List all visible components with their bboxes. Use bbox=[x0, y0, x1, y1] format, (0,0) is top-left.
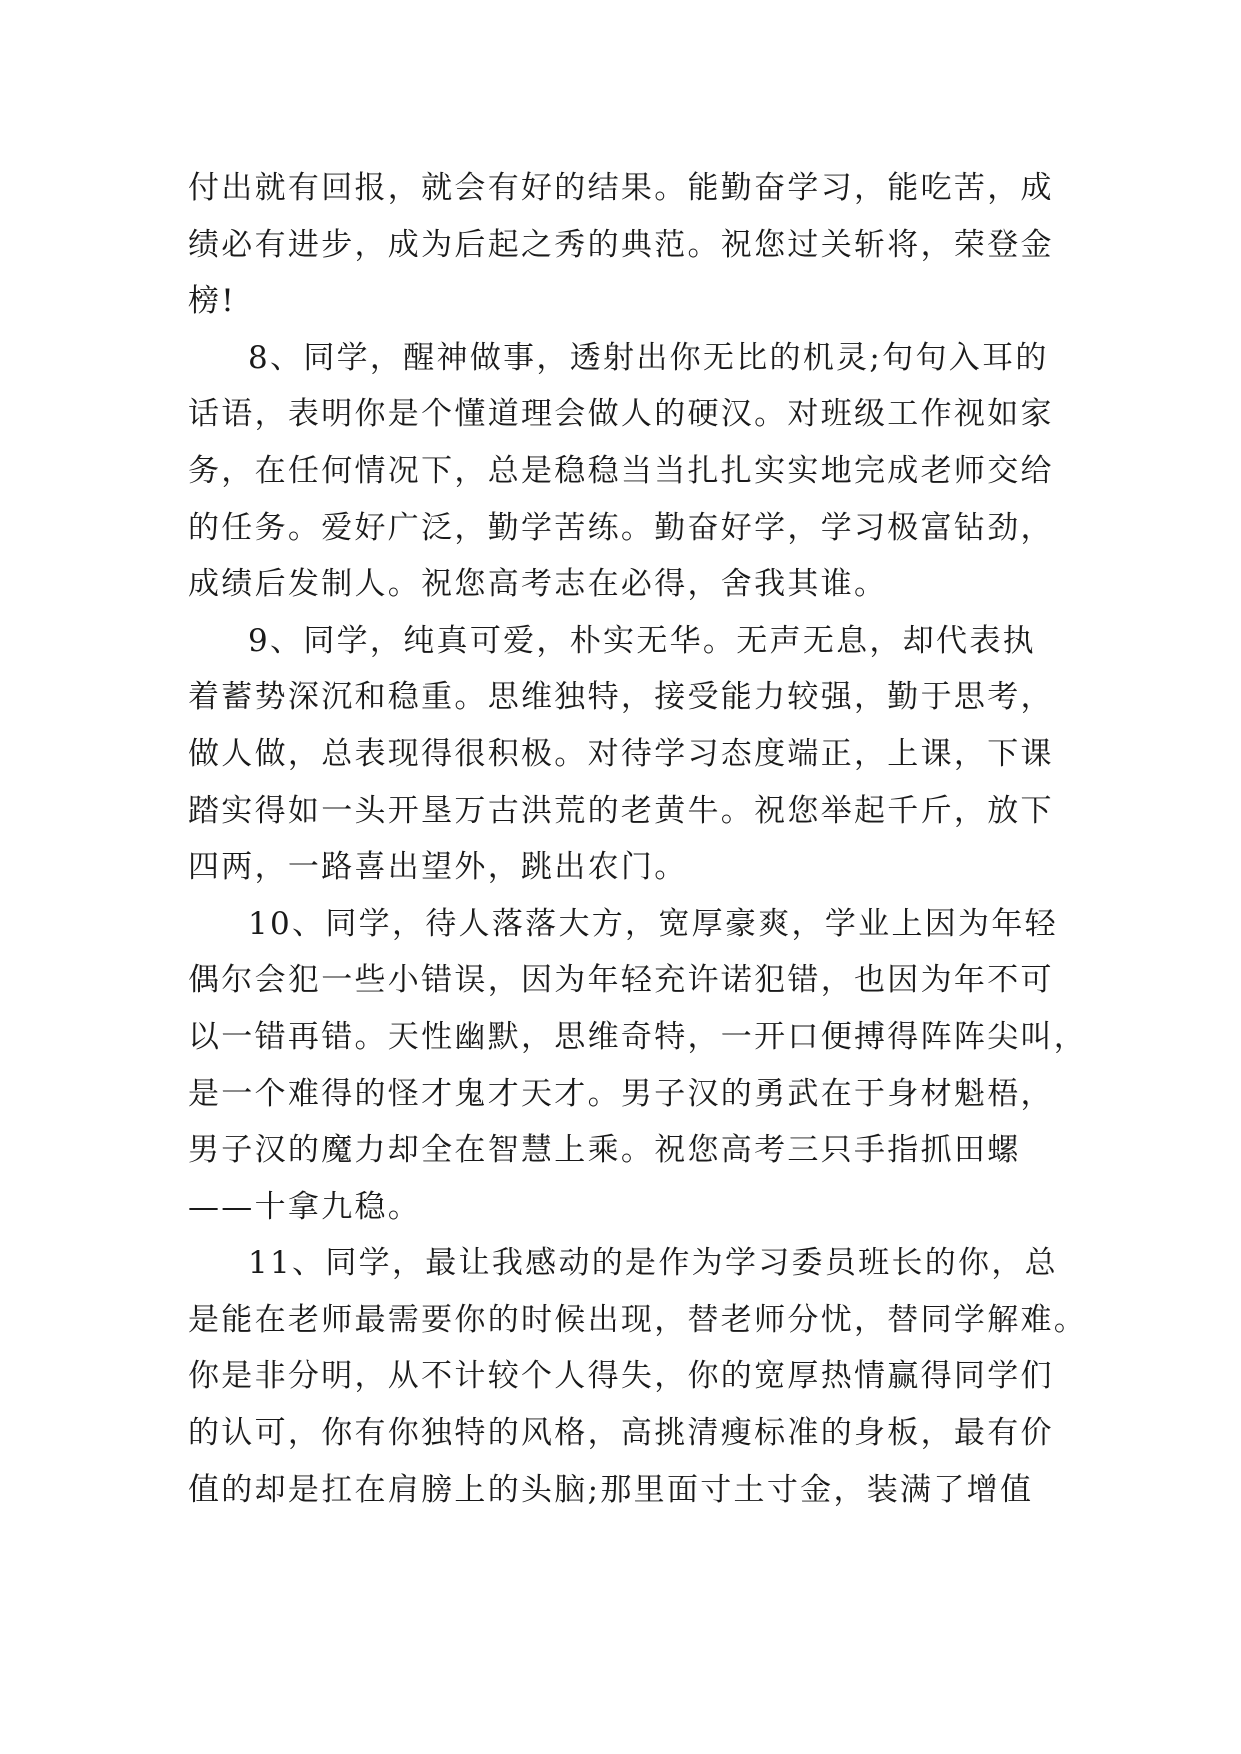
text-line: 榜! bbox=[188, 283, 237, 320]
text-line: 踏实得如一头开垦万古洪荒的老黄牛。祝您举起千斤，放下 bbox=[188, 792, 1054, 829]
paragraph-start-line: 9、同学，纯真可爱，朴实无华。无声无息，却代表执 bbox=[248, 622, 1036, 659]
text-line: 的认可，你有你独特的风格，高挑清瘦标准的身板，最有价 bbox=[188, 1415, 1054, 1452]
text-line: 成绩后发制人。祝您高考志在必得，舍我其谁。 bbox=[188, 566, 888, 603]
paragraph-start-line: 8、同学，醒神做事，透射出你无比的机灵;句句入耳的 bbox=[248, 339, 1049, 376]
paragraph-start-line: 10、同学，待人落落大方，宽厚豪爽，学业上因为年轻 bbox=[248, 905, 1058, 942]
text-line: 绩必有进步，成为后起之秀的典范。祝您过关斩将，荣登金 bbox=[188, 226, 1054, 263]
text-line: 你是非分明，从不计较个人得失，你的宽厚热情赢得同学们 bbox=[188, 1358, 1054, 1395]
text-line: 付出就有回报，就会有好的结果。能勤奋学习，能吃苦，成 bbox=[188, 170, 1054, 206]
text-line: 值的却是扛在肩膀上的头脑;那里面寸土寸金，装满了增值 bbox=[188, 1471, 1034, 1508]
text-line: 是能在老师最需要你的时候出现，替老师分忧，替同学解难。 bbox=[188, 1301, 1088, 1338]
text-line: 务，在任何情况下，总是稳稳当当扎扎实实地完成老师交给 bbox=[188, 452, 1054, 489]
text-line: 男子汉的魔力却全在智慧上乘。祝您高考三只手指抓田螺 bbox=[188, 1132, 1021, 1169]
text-line: 的任务。爱好广泛，勤学苦练。勤奋好学，学习极富钻劲， bbox=[188, 509, 1054, 546]
text-line: 以一错再错。天性幽默，思维奇特，一开口便搏得阵阵尖叫， bbox=[188, 1018, 1088, 1055]
text-line: 是一个难得的怪才鬼才天才。男子汉的勇武在于身材魁梧， bbox=[188, 1075, 1054, 1112]
text-line: 做人做，总表现得很积极。对待学习态度端正，上课，下课 bbox=[188, 735, 1054, 772]
text-line: 四两，一路喜出望外，跳出农门。 bbox=[188, 849, 688, 886]
paragraph-start-line: 11、同学，最让我感动的是作为学习委员班长的你，总 bbox=[248, 1245, 1058, 1282]
text-line: 着蓄势深沉和稳重。思维独特，接受能力较强，勤于思考， bbox=[188, 679, 1054, 716]
text-line: 话语，表明你是个懂道理会做人的硬汉。对班级工作视如家 bbox=[188, 396, 1054, 433]
text-line: 偶尔会犯一些小错误，因为年轻充许诺犯错，也因为年不可 bbox=[188, 962, 1054, 999]
body-text bbox=[188, 160, 1088, 1518]
text-line: ——十拿九稳。 bbox=[188, 1188, 422, 1225]
